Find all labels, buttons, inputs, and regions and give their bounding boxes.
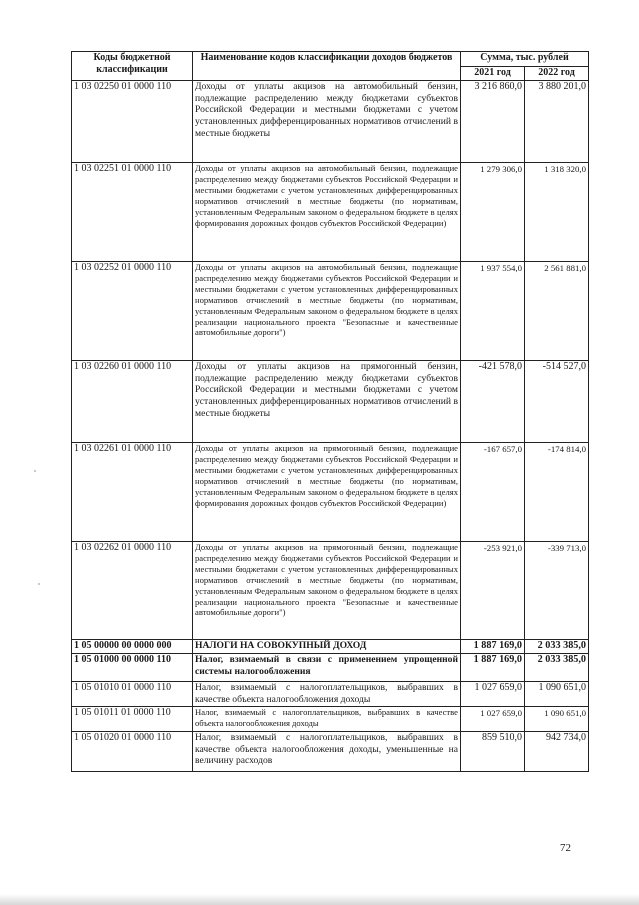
- row-value-2022: -174 814,0: [525, 443, 589, 542]
- row-name: Доходы от уплаты акцизов на прямогонный бензин, подлежащие распределению между бюджетами субъектов Российской Федерации и местными бюджетами с учетом установленных дифференцированных нормативов отчислений в местные бюджеты (по нормативам, установленным Федеральным законом о федеральном бюджете в целях формирования дорожных фондов субъектов Российской Федерации): [193, 443, 461, 542]
- page-number: 72: [560, 842, 571, 854]
- scan-speck: [34, 470, 36, 472]
- header-codes: Коды бюджетной классификации: [72, 52, 193, 81]
- row-code: 1 03 02251 01 0000 110: [72, 163, 193, 262]
- row-value-2022: 942 734,0: [525, 732, 589, 772]
- row-name: НАЛОГИ НА СОВОКУПНЫЙ ДОХОД: [193, 640, 461, 654]
- row-value-2021: 1 937 554,0: [461, 262, 525, 361]
- row-name: Налог, взимаемый в связи с применением упрощенной системы налогообложения: [193, 654, 461, 682]
- row-name: Доходы от уплаты акцизов на автомобильный бензин, подлежащие распределению между бюджетами субъектов Российской Федерации и местными бюджетами с учетом установленных дифференцированных нормативов отчислений в местные бюджеты (по нормативам, установленным Федеральным законом о федеральном бюджете в целях реализации национального проекта "Безопасные и качественные автомобильные дороги"): [193, 262, 461, 361]
- row-code: 1 05 00000 00 0000 000: [72, 640, 193, 654]
- row-name: Доходы от уплаты акцизов на автомобильный бензин, подлежащие распределению между бюджетами субъектов Российской Федерации и местными бюджетами с учетом установленных дифференцированных нормативов отчислений в местные бюджеты (по нормативам, установленным Федеральным законом о федеральном бюджете в целях формирования дорожных фондов субъектов Российской Федерации): [193, 163, 461, 262]
- row-name: Налог, взимаемый с налогоплательщиков, выбравших в качестве объекта налогообложения доходы: [193, 682, 461, 707]
- row-value-2021: 1 027 659,0: [461, 682, 525, 707]
- row-value-2021: 1 027 659,0: [461, 707, 525, 732]
- table-row: [72, 81, 589, 163]
- table-row: [72, 163, 589, 262]
- row-value-2021: 1 887 169,0: [461, 640, 525, 654]
- row-value-2022: -339 713,0: [525, 542, 589, 640]
- scan-bottom-edge: [0, 894, 639, 905]
- row-value-2021: -167 657,0: [461, 443, 525, 542]
- scan-speck: [38, 583, 40, 585]
- row-value-2022: 1 318 320,0: [525, 163, 589, 262]
- row-code: 1 03 02262 01 0000 110: [72, 542, 193, 640]
- table-row: [72, 707, 589, 732]
- row-code: 1 05 01000 00 0000 110: [72, 654, 193, 682]
- row-value-2021: -253 921,0: [461, 542, 525, 640]
- table-row: [72, 682, 589, 707]
- table-row: [72, 640, 589, 654]
- row-value-2021: 3 216 860,0: [461, 81, 525, 163]
- row-name: Налог, взимаемый с налогоплательщиков, выбравших в качестве объекта налогообложения доходы, уменьшенные на величину расходов: [193, 732, 461, 772]
- row-value-2022: 2 033 385,0: [525, 640, 589, 654]
- table-row: [72, 443, 589, 542]
- row-value-2022: 2 561 881,0: [525, 262, 589, 361]
- budget-revenue-table: [71, 51, 589, 772]
- row-value-2021: -421 578,0: [461, 361, 525, 443]
- row-value-2022: 2 033 385,0: [525, 654, 589, 682]
- row-name: Налог, взимаемый с налогоплательщиков, выбравших в качестве объекта налогообложения доходы: [193, 707, 461, 732]
- row-code: 1 03 02252 01 0000 110: [72, 262, 193, 361]
- header-year-2022: 2022 год: [525, 67, 589, 81]
- row-code: 1 05 01020 01 0000 110: [72, 732, 193, 772]
- row-name: Доходы от уплаты акцизов на автомобильный бензин, подлежащие распределению между бюджетами субъектов Российской Федерации и местными бюджетами с учетом установленных дифференцированных нормативов отчислений в местные бюджеты: [193, 81, 461, 163]
- row-value-2022: -514 527,0: [525, 361, 589, 443]
- row-name: Доходы от уплаты акцизов на прямогонный бензин, подлежащие распределению между бюджетами субъектов Российской Федерации и местными бюджетами с учетом установленных дифференцированных нормативов отчислений в местные бюджеты (по нормативам, установленным Федеральным законом о федеральном бюджете в целях реализации национального проекта "Безопасные и качественные автомобильные дороги"): [193, 542, 461, 640]
- table-row: [72, 361, 589, 443]
- row-value-2021: 1 887 169,0: [461, 654, 525, 682]
- row-value-2021: 1 279 306,0: [461, 163, 525, 262]
- header-year-2021: 2021 год: [461, 67, 525, 81]
- table-row: [72, 542, 589, 640]
- header-name: Наименование кодов классификации доходов бюджетов: [193, 52, 461, 81]
- row-code: 1 05 01011 01 0000 110: [72, 707, 193, 732]
- row-code: 1 03 02261 01 0000 110: [72, 443, 193, 542]
- row-code: 1 03 02250 01 0000 110: [72, 81, 193, 163]
- row-name: Доходы от уплаты акцизов на прямогонный бензин, подлежащие распределению между бюджетами субъектов Российской Федерации и местными бюджетами с учетом установленных дифференцированных нормативов отчислений в местные бюджеты: [193, 361, 461, 443]
- row-code: 1 03 02260 01 0000 110: [72, 361, 193, 443]
- table-row: [72, 732, 589, 772]
- row-value-2021: 859 510,0: [461, 732, 525, 772]
- table-row: [72, 654, 589, 682]
- row-value-2022: 3 880 201,0: [525, 81, 589, 163]
- row-value-2022: 1 090 651,0: [525, 682, 589, 707]
- header-sum: Сумма, тыс. рублей: [461, 52, 589, 67]
- table-row: [72, 262, 589, 361]
- row-value-2022: 1 090 651,0: [525, 707, 589, 732]
- row-code: 1 05 01010 01 0000 110: [72, 682, 193, 707]
